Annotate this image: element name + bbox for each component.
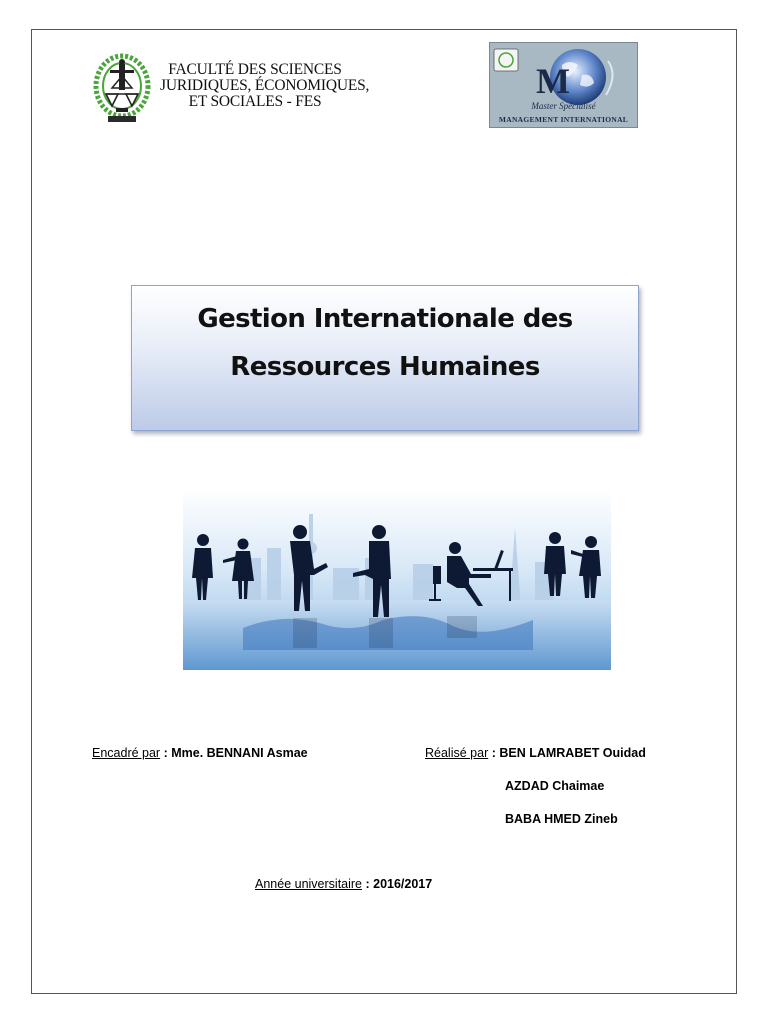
supervisor-name: Mme. BENNANI Asmae xyxy=(171,746,308,760)
faculty-seal-icon xyxy=(92,50,152,130)
faculty-name-line: JURIDIQUES, ÉCONOMIQUES, xyxy=(160,77,370,94)
academic-year-separator: : xyxy=(362,877,374,891)
authors-line xyxy=(425,746,646,760)
master-logo-tagline: MANAGEMENT INTERNATIONAL xyxy=(498,115,629,124)
academic-year-line xyxy=(255,877,432,891)
title-box xyxy=(131,285,639,431)
author-name: BEN LAMRABET Ouidad xyxy=(499,746,646,760)
master-logo-subtitle: Master Spécialisé xyxy=(531,101,596,111)
faculty-name-line: ET SOCIALES - FES xyxy=(188,93,322,110)
academic-year-label: Année universitaire xyxy=(255,877,363,891)
authors-separator: : xyxy=(488,746,500,760)
supervisor-line xyxy=(92,746,308,760)
document-title-line-1: Gestion Internationale des xyxy=(197,304,573,334)
faculty-name-line: FACULTÉ DES SCIENCES xyxy=(168,61,342,78)
master-logo xyxy=(489,42,638,128)
master-logo-letter: M xyxy=(536,61,570,101)
authors-label: Réalisé par xyxy=(425,746,489,760)
document-title-line-2: Ressources Humaines xyxy=(230,352,540,382)
business-people-illustration xyxy=(183,488,611,670)
author-name: AZDAD Chaimae xyxy=(505,779,605,793)
academic-year-value: 2016/2017 xyxy=(373,877,433,891)
supervisor-separator: : xyxy=(160,746,172,760)
author-name: BABA HMED Zineb xyxy=(505,812,618,826)
supervisor-label: Encadré par xyxy=(92,746,161,760)
faculty-name xyxy=(160,61,370,110)
